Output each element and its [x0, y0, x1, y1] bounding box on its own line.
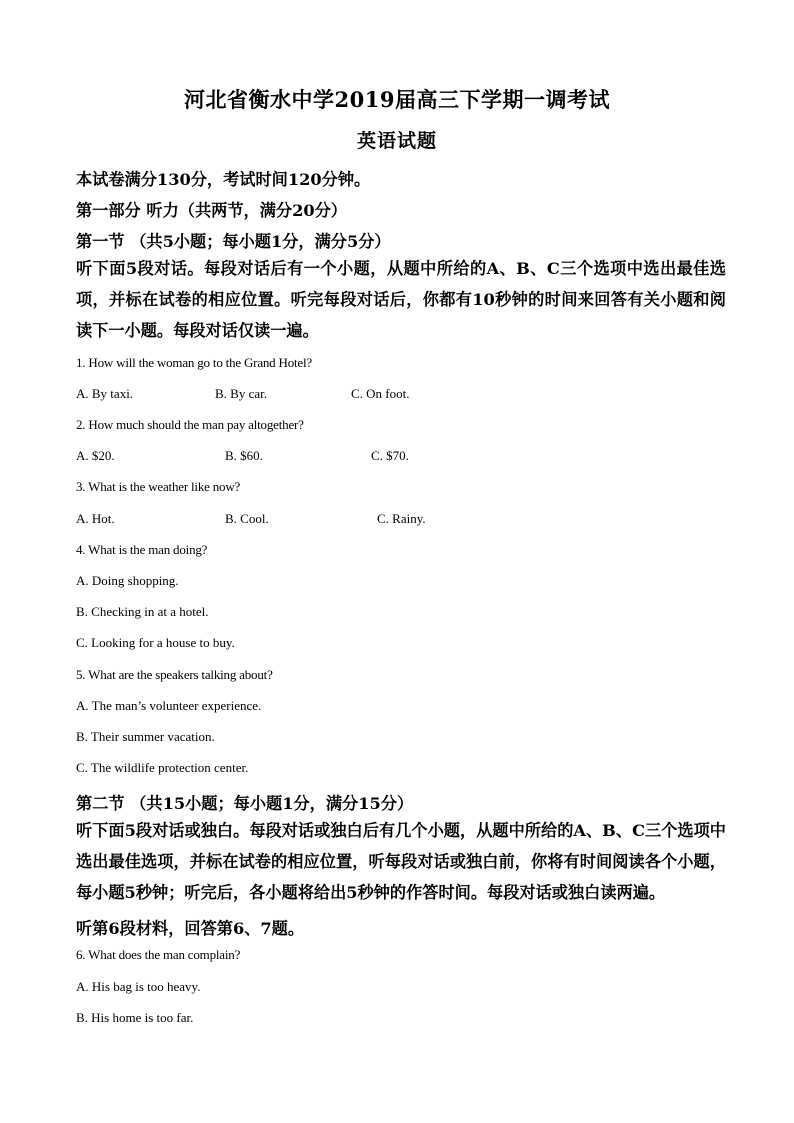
q3-option-a[interactable]: A. Hot.: [76, 511, 115, 526]
q1-option-b[interactable]: B. By car.: [215, 386, 267, 401]
question-5: 5. What are the speakers talking about?: [76, 667, 273, 682]
q4-option-b[interactable]: B. Checking in at a hotel.: [76, 604, 209, 619]
q3-option-b[interactable]: B. Cool.: [225, 511, 269, 526]
part1-heading: 第一部分 听力（共两节，满分20分）: [76, 201, 347, 220]
section1-heading: 第一节 （共5小题；每小题1分，满分5分）: [76, 232, 391, 251]
q1-option-a[interactable]: A. By taxi.: [76, 386, 134, 401]
q5-option-b[interactable]: B. Their summer vacation.: [76, 729, 215, 744]
question-6: 6. What does the man complain?: [76, 947, 241, 962]
q1-option-c[interactable]: C. On foot.: [351, 386, 410, 401]
q6-option-b[interactable]: B. His home is too far.: [76, 1010, 194, 1025]
q4-option-c[interactable]: C. Looking for a house to buy.: [76, 635, 235, 650]
section1-instructions: 听下面5段对话。每段对话后有一个小题，从题中所给的A、B、C三个选项中选出最佳选项，并标在试卷的相应位置。听完每段对话后，你都有10秒钟的时间来回答有关小题和阅读下一小题。每段对话仅读一遍。: [76, 259, 726, 340]
q5-option-a[interactable]: A. The man’s volunteer experience.: [76, 698, 262, 713]
question-1: 1. How will the woman go to the Grand Hotel?: [76, 355, 312, 370]
q2-option-b[interactable]: B. $60.: [225, 448, 263, 463]
exam-info: 本试卷满分130分，考试时间120分钟。: [76, 170, 371, 189]
question-4: 4. What is the man doing?: [76, 542, 208, 557]
q6-option-a[interactable]: A. His bag is too heavy.: [76, 979, 201, 994]
q2-option-c[interactable]: C. $70.: [371, 448, 409, 463]
section2-instructions: 听下面5段对话或独白。每段对话或独白后有几个小题，从题中所给的A、B、C三个选项中选出最佳选项，并标在试卷的相应位置，听每段对话或独白前，你将有时间阅读各个小题，每小题5秒钟；听完后，各小题将给出5秒钟的作答时间。每段对话或独白读两遍。: [76, 821, 726, 902]
question-2: 2. How much should the man pay altogether?: [76, 417, 304, 432]
section2-heading: 第二节 （共15小题；每小题1分，满分15分）: [76, 794, 414, 813]
q5-option-c[interactable]: C. The wildlife protection center.: [76, 760, 249, 775]
q3-option-c[interactable]: C. Rainy.: [377, 511, 426, 526]
q4-option-a[interactable]: A. Doing shopping.: [76, 573, 179, 588]
exam-title: 河北省衡水中学2019届高三下学期一调考试: [184, 87, 610, 112]
question-3: 3. What is the weather like now?: [76, 479, 241, 494]
q2-option-a[interactable]: A. $20.: [76, 448, 115, 463]
material-6-heading: 听第6段材料，回答第6、7题。: [76, 919, 305, 938]
exam-subtitle: 英语试题: [356, 130, 437, 152]
